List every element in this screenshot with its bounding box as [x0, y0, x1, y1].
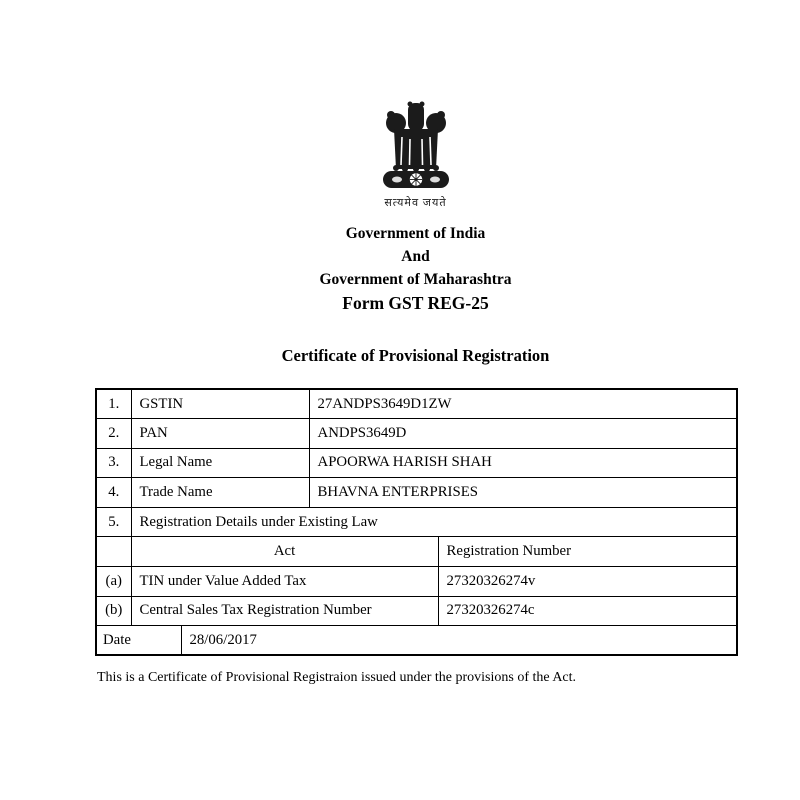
table-row-trade-name — [96, 478, 737, 508]
table-row-registration-details — [96, 507, 737, 537]
act-column-header: Act — [131, 537, 438, 567]
cst-number: 27320326274c — [438, 596, 737, 626]
row-letter: (b) — [96, 596, 131, 626]
footer-note: This is a Certificate of Provisional Registraion issued under the provisions of the Act. — [97, 670, 577, 685]
registration-number-column-header: Registration Number — [438, 537, 737, 567]
header-government-of-maharashtra: Government of Maharashtra — [319, 271, 512, 288]
tin-vat-number: 27320326274v — [438, 567, 737, 597]
pan-value: ANDPS3649D — [309, 419, 737, 449]
row-label: Legal Name — [131, 448, 309, 478]
table-row-tin-vat — [96, 567, 737, 597]
act-label: TIN under Value Added Tax — [131, 567, 438, 597]
header-form-gst-reg-25: Form GST REG-25 — [342, 293, 489, 313]
date-label: Date — [96, 626, 181, 656]
table-row-cst — [96, 596, 737, 626]
row-label: GSTIN — [131, 389, 309, 419]
row-label: Trade Name — [131, 478, 309, 508]
gstin-value: 27ANDPS3649D1ZW — [309, 389, 737, 419]
row-label: PAN — [131, 419, 309, 449]
row-number: 4. — [96, 478, 131, 508]
act-label: Central Sales Tax Registration Number — [131, 596, 438, 626]
emblem-block — [95, 99, 736, 210]
row-number: 5. — [96, 507, 131, 537]
state-emblem-of-india-icon — [381, 99, 451, 189]
registration-details-table — [95, 388, 738, 656]
emblem-motto: सत्यमेव जयते — [384, 197, 447, 209]
table-row-pan — [96, 419, 737, 449]
row-letter: (a) — [96, 567, 131, 597]
table-row-legal-name — [96, 448, 737, 478]
row-number: 1. — [96, 389, 131, 419]
certificate-title: Certificate of Provisional Registration — [281, 346, 550, 365]
header-government-of-india: Government of India — [345, 225, 486, 242]
certificate-document — [95, 0, 736, 800]
date-value: 28/06/2017 — [181, 626, 737, 656]
table-row-gstin — [96, 389, 737, 419]
row-label: Registration Details under Existing Law — [131, 507, 737, 537]
row-number: 2. — [96, 419, 131, 449]
row-number: 3. — [96, 448, 131, 478]
legal-name-value: APOORWA HARISH SHAH — [309, 448, 737, 478]
table-row-date — [96, 626, 737, 656]
row-number-empty — [96, 537, 131, 567]
trade-name-value: BHAVNA ENTERPRISES — [309, 478, 737, 508]
header-and: And — [401, 248, 430, 265]
table-row-existing-law-header — [96, 537, 737, 567]
